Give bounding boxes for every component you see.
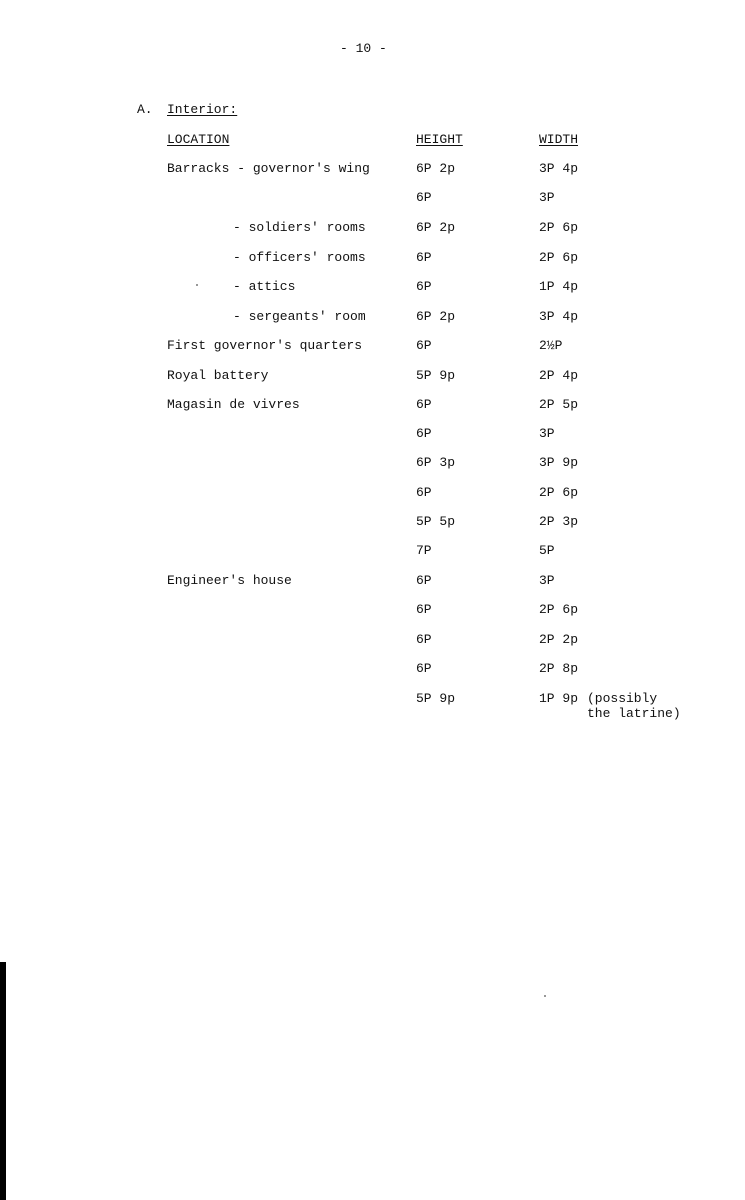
row-width: 2P 6p bbox=[539, 485, 579, 500]
row-location: First governor's quarters bbox=[167, 338, 363, 353]
row-location: Royal battery bbox=[167, 368, 269, 383]
row-height: 6P bbox=[416, 632, 432, 647]
row-height: 6P bbox=[416, 397, 432, 412]
row-height: 6P bbox=[416, 250, 432, 265]
row-width: 3P 4p bbox=[539, 161, 579, 176]
row-width: 3P bbox=[539, 426, 555, 441]
column-header-width: WIDTH bbox=[539, 132, 579, 147]
row-height: 6P bbox=[416, 485, 432, 500]
row-height: 7P bbox=[416, 543, 432, 558]
scan-speck bbox=[544, 995, 546, 997]
row-height: 6P 2p bbox=[416, 309, 456, 324]
row-location: Engineer's house bbox=[167, 573, 292, 588]
row-location: - soldiers' rooms bbox=[233, 220, 366, 235]
row-width: 2P 6p bbox=[539, 602, 579, 617]
row-height: 6P 2p bbox=[416, 220, 456, 235]
row-height: 6P bbox=[416, 602, 432, 617]
row-height: 6P 3p bbox=[416, 455, 456, 470]
row-height: 6P bbox=[416, 190, 432, 205]
row-location: - attics bbox=[233, 279, 296, 294]
row-location: Barracks - governor's wing bbox=[167, 161, 370, 176]
row-height: 6P bbox=[416, 573, 432, 588]
row-height: 5P 9p bbox=[416, 368, 456, 383]
row-width: 5P bbox=[539, 543, 555, 558]
row-note-line2: the latrine) bbox=[587, 706, 681, 721]
column-header-location: LOCATION bbox=[167, 132, 230, 147]
row-note-line1: (possibly bbox=[587, 691, 658, 706]
row-height: 6P 2p bbox=[416, 161, 456, 176]
row-width: 2P 8p bbox=[539, 661, 579, 676]
row-height: 6P bbox=[416, 279, 432, 294]
row-width: 2½P bbox=[539, 338, 563, 353]
column-header-height: HEIGHT bbox=[416, 132, 463, 147]
row-width: 1P 9p bbox=[539, 691, 579, 706]
scan-edge-bar bbox=[0, 962, 6, 1200]
row-height: 6P bbox=[416, 426, 432, 441]
row-width: 2P 4p bbox=[539, 368, 579, 383]
row-width: 3P bbox=[539, 573, 555, 588]
row-height: 5P 9p bbox=[416, 691, 456, 706]
row-width: 2P 6p bbox=[539, 220, 579, 235]
scan-speck bbox=[196, 284, 198, 286]
row-width: 2P 6p bbox=[539, 250, 579, 265]
row-height: 6P bbox=[416, 661, 432, 676]
row-location: Magasin de vivres bbox=[167, 397, 300, 412]
row-location: - officers' rooms bbox=[233, 250, 366, 265]
row-height: 5P 5p bbox=[416, 514, 456, 529]
row-width: 3P 9p bbox=[539, 455, 579, 470]
section-title: Interior: bbox=[167, 102, 238, 117]
row-location: - sergeants' room bbox=[233, 309, 366, 324]
section-letter: A. bbox=[137, 102, 153, 117]
row-width: 1P 4p bbox=[539, 279, 579, 294]
row-width: 2P 3p bbox=[539, 514, 579, 529]
row-width: 3P 4p bbox=[539, 309, 579, 324]
row-width: 2P 5p bbox=[539, 397, 579, 412]
row-height: 6P bbox=[416, 338, 432, 353]
row-width: 3P bbox=[539, 190, 555, 205]
page-number: - 10 - bbox=[340, 41, 387, 56]
row-width: 2P 2p bbox=[539, 632, 579, 647]
